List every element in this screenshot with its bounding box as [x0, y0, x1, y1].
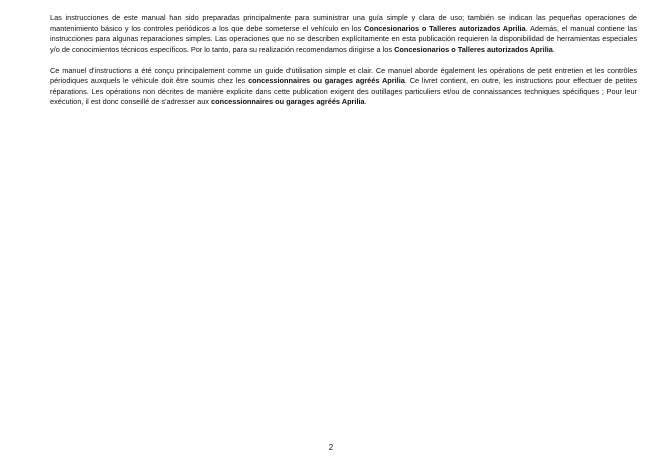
- text-run-bold: concessionnaires ou garages agréés Aprilia: [211, 97, 365, 106]
- page-number: 2: [328, 443, 334, 452]
- text-run: .: [552, 44, 555, 54]
- text-run-bold: Concesionarios o Talleres autorizados Aprilia: [394, 44, 553, 54]
- text-run: .: [364, 97, 367, 106]
- text-run: . Ce livret contient, en outre, les instructions pour effectuer de petites réparations. Les opérations non décrites de manière explicite dans cette publication exigent des outillages particuliers et/ou de connaissances techniques spécifiques ; Pour leur exécution, il est donc conseillé de s'adresser aux: [50, 76, 637, 106]
- text-run-bold: Concesionarios o Talleres autorizados Aprilia: [364, 23, 526, 33]
- page-body: [50, 13, 637, 118]
- text-run: Las instrucciones de este manual han sido preparadas principalmente para suministrar una guía simple y clara de uso; también se indican las pequeñas operaciones de mantenimiento básico y los controles periódicos a los que debe someterse el vehículo en los: [50, 13, 637, 33]
- text-run: Ce manuel d'instructions a été conçu principalement comme un guide d'utilisation simple et clair. Ce manuel aborde également les opérations de petit entretien et les contrôles périodiques auxquels le véhicule doit être soumis chez les: [50, 65, 637, 85]
- paragraph-french: [50, 66, 637, 108]
- paragraph-spanish: [50, 13, 637, 55]
- text-run: . Además, el manual contiene las instrucciones para algunas reparaciones simples. Las operaciones que no se describen explícitamente en esta publicación requieren la disponibilidad de herramientas especiales y/o de conocimientos técnicos específicos. Por lo tanto, para su realización recomendamos dirigirse a los: [50, 23, 637, 54]
- text-run-bold: concessionnaires ou garages agréés Aprilia: [248, 76, 405, 85]
